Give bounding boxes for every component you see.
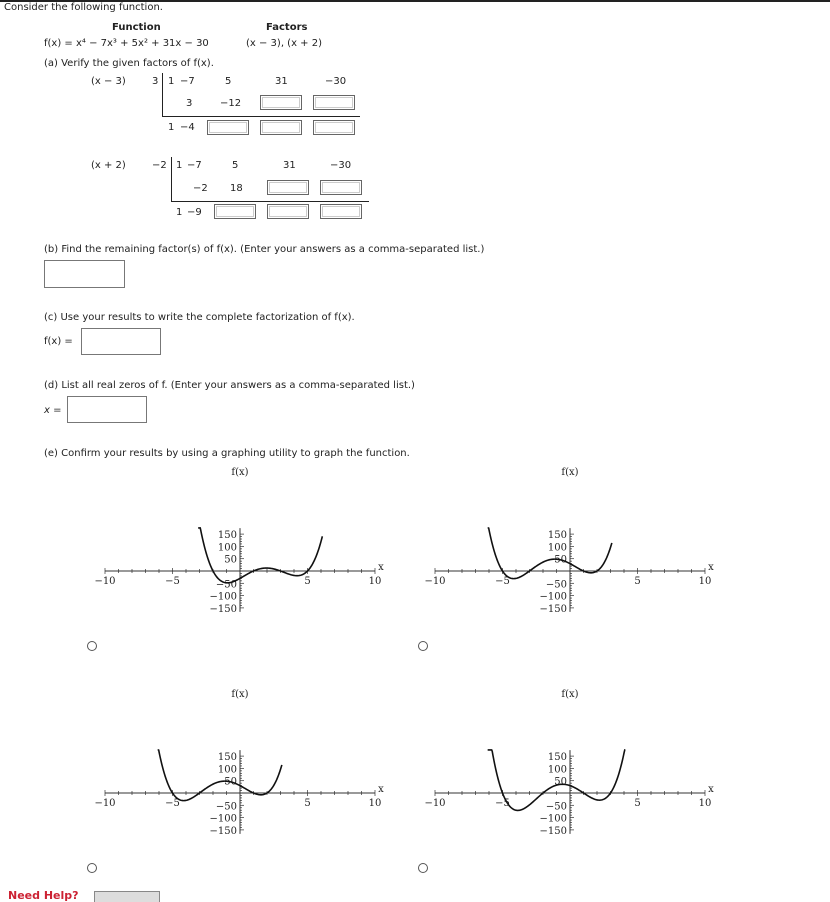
division1-row3: 1 — [168, 122, 175, 133]
y-axis-title: f(x) — [231, 689, 249, 700]
y-tick-label: −50 — [545, 579, 567, 591]
y-tick-label: 50 — [224, 554, 237, 566]
radio-graph-4[interactable] — [418, 863, 428, 873]
y-tick-label: −100 — [209, 813, 237, 825]
x-tick-label: −5 — [165, 576, 180, 587]
y-tick-label: −50 — [215, 801, 237, 813]
x-axis-title: x — [708, 562, 714, 573]
x-tick-label: −10 — [424, 576, 446, 587]
division1-line — [162, 116, 360, 117]
y-tick-label: 100 — [547, 542, 567, 554]
division1-row2-input[interactable] — [260, 95, 302, 110]
division1-coeff: −30 — [325, 76, 347, 87]
y-tick-label: −100 — [539, 591, 567, 603]
x-tick-label: 10 — [368, 798, 382, 809]
radio-graph-2[interactable] — [418, 641, 428, 651]
x-tick-label: 5 — [634, 798, 641, 809]
division2-coeff: −7 — [187, 160, 202, 171]
factors-header: Factors — [266, 22, 308, 33]
part-c-prefix: f(x) = — [44, 336, 73, 347]
division1-coeff: 5 — [225, 76, 232, 87]
division1-factor: (x − 3) — [91, 76, 126, 87]
y-axis-title: f(x) — [561, 467, 579, 478]
y-tick-label: −150 — [209, 603, 237, 615]
remaining-factors-input[interactable] — [44, 260, 125, 288]
x-tick-label: −10 — [94, 576, 116, 587]
division1-row3-input[interactable] — [207, 120, 249, 135]
division2-factor: (x + 2) — [91, 160, 126, 171]
division2-bar — [171, 157, 172, 201]
division1-divisor: 3 — [152, 76, 159, 87]
division2-row2-input[interactable] — [267, 180, 309, 195]
division1-coeff: 1 — [168, 76, 175, 87]
x-tick-label: −5 — [165, 798, 180, 809]
part-d-prefix: x = — [44, 405, 62, 416]
x-tick-label: 5 — [304, 798, 311, 809]
division1-row2-input[interactable] — [313, 95, 355, 110]
y-tick-label: 50 — [554, 554, 567, 566]
y-tick-label: 150 — [217, 752, 237, 764]
graph-option-2 — [420, 460, 720, 660]
function-curve — [198, 528, 322, 583]
need-help-label: Need Help? — [8, 889, 79, 902]
division2-coeff: 1 — [176, 160, 183, 171]
division2-row3: −9 — [187, 207, 202, 218]
x-tick-label: 5 — [634, 576, 641, 587]
y-tick-label: 50 — [554, 776, 567, 788]
x-tick-label: 10 — [368, 576, 382, 587]
y-tick-label: −100 — [539, 813, 567, 825]
graph-option-1 — [90, 460, 390, 660]
zeros-input[interactable] — [67, 396, 147, 423]
radio-graph-3[interactable] — [87, 863, 97, 873]
division2-row2-input[interactable] — [320, 180, 362, 195]
x-tick-label: −5 — [495, 576, 510, 587]
division1-row2: −12 — [220, 98, 242, 109]
read-it-button[interactable] — [94, 891, 160, 902]
x-axis-title: x — [378, 562, 384, 573]
y-tick-label: 150 — [547, 752, 567, 764]
y-tick-label: −150 — [209, 825, 237, 837]
part-c-label: (c) Use your results to write the complete factorization of f(x). — [44, 312, 355, 323]
x-axis-title: x — [708, 784, 714, 795]
x-tick-label: −5 — [495, 798, 510, 809]
division1-row3-input[interactable] — [313, 120, 355, 135]
factorization-input[interactable] — [81, 328, 161, 355]
factors-expression: (x − 3), (x + 2) — [246, 38, 322, 49]
division2-coeff: 5 — [232, 160, 239, 171]
division1-row3: −4 — [180, 122, 195, 133]
division2-coeff: 31 — [283, 160, 296, 171]
intro-text: Consider the following function. — [4, 2, 163, 13]
x-tick-label: 10 — [698, 576, 712, 587]
division2-row3-input[interactable] — [320, 204, 362, 219]
division2-row3-input[interactable] — [214, 204, 256, 219]
part-b-label: (b) Find the remaining factor(s) of f(x). (Enter your answers as a comma-separated list.) — [44, 244, 485, 255]
y-axis-title: f(x) — [231, 467, 249, 478]
y-tick-label: 100 — [217, 764, 237, 776]
division2-row3-input[interactable] — [267, 204, 309, 219]
y-tick-label: 100 — [217, 542, 237, 554]
y-axis-title: f(x) — [561, 689, 579, 700]
division2-line — [171, 201, 369, 202]
graph-option-3 — [90, 682, 390, 882]
x-tick-label: 5 — [304, 576, 311, 587]
division1-row3-input[interactable] — [260, 120, 302, 135]
division2-coeff: −30 — [330, 160, 352, 171]
function-expression: f(x) = x⁴ − 7x³ + 5x² + 31x − 30 — [44, 38, 209, 49]
y-tick-label: 50 — [224, 776, 237, 788]
division2-row3: 1 — [176, 207, 183, 218]
y-tick-label: 150 — [217, 530, 237, 542]
y-tick-label: −150 — [539, 603, 567, 615]
division2-divisor: −2 — [152, 160, 167, 171]
radio-graph-1[interactable] — [87, 641, 97, 651]
division1-coeff: 31 — [275, 76, 288, 87]
part-d-label: (d) List all real zeros of f. (Enter your answers as a comma-separated list.) — [44, 380, 415, 391]
division1-row2: 3 — [186, 98, 193, 109]
function-header: Function — [112, 22, 161, 33]
division1-bar — [162, 73, 163, 116]
division2-row2: −2 — [193, 183, 208, 194]
y-tick-label: 100 — [547, 764, 567, 776]
y-tick-label: 150 — [547, 530, 567, 542]
part-e-label: (e) Confirm your results by using a graphing utility to graph the function. — [44, 448, 410, 459]
y-tick-label: −50 — [545, 801, 567, 813]
x-tick-label: −10 — [94, 798, 116, 809]
y-tick-label: −100 — [209, 591, 237, 603]
division2-row2: 18 — [230, 183, 243, 194]
x-axis-title: x — [378, 784, 384, 795]
division1-coeff: −7 — [180, 76, 195, 87]
y-tick-label: −150 — [539, 825, 567, 837]
y-tick-label: −50 — [215, 579, 237, 591]
part-a-label: (a) Verify the given factors of f(x). — [44, 58, 214, 69]
x-tick-label: −10 — [424, 798, 446, 809]
x-tick-label: 10 — [698, 798, 712, 809]
graph-option-4 — [420, 682, 720, 882]
